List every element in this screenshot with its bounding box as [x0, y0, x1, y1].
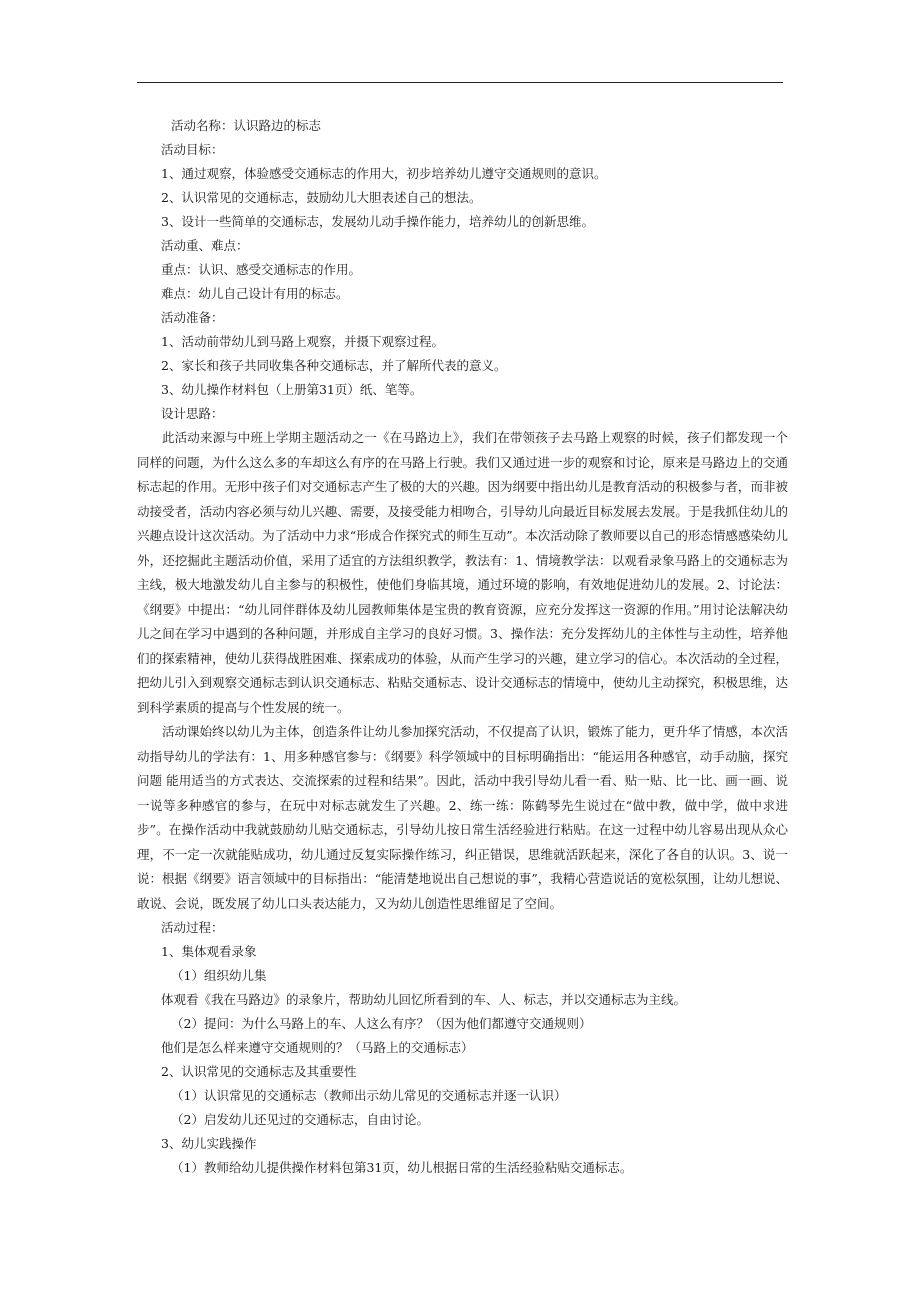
key-points-heading: 活动重、难点：	[161, 238, 249, 253]
prep-item: 1、活动前带幼儿到马路上观察，并摄下观察过程。	[161, 334, 444, 349]
document-body	[137, 114, 788, 1180]
process-step: 2、认识常见的交通标志及其重要性	[161, 1064, 357, 1079]
process-step: 体观看《我在马路边》的录象片，帮助幼儿回忆所看到的车、人、标志，并以交通标志为主线。	[161, 992, 687, 1007]
process-step: 他们是怎么样来遵守交通规则的？（马路上的交通标志）	[161, 1040, 474, 1055]
goals-heading: 活动目标：	[161, 142, 224, 157]
process-heading: 活动过程：	[161, 920, 224, 935]
design-heading: 设计思路：	[161, 406, 224, 421]
prep-item: 3、幼儿操作材料包（上册第31页）纸、笔等。	[161, 382, 423, 397]
design-paragraph: 活动课始终以幼儿为主体，创造条件让幼儿参加探究活动，不仅提高了认识，锻炼了能力，更升华了情感，本次活动指导幼儿的学法有：1、用多种感官参与：《纲要》科学领域中的目标明确指出：“能运用各种感官，动手动脑，探究问题 能用适当的方式表达、交流探索的过程和结果”。因此，活动中我引导幼儿看一看、贴一贴、比一比、画一画、说一说等多种感官的参与，在玩中对标志就发生了兴趣。2、练一练：陈鹤琴先生说过在“做中教，做中学，做中求进步”。在操作活动中我就鼓励幼儿贴交通标志，引导幼儿按日常生活经验进行粘贴。在这一过程中幼儿容易出现从众心理，不一定一次就能贴成功，幼儿通过反复实际操作练习，纠正错误，思维就活跃起来，深化了各自的认识。3、说一说：根据《纲要》语言领域中的目标指出：“能清楚地说出自己想说的事”，我精心营造说话的宽松氛围，让幼儿想说、敢说、会说，既发展了幼儿口头表达能力，又为幼儿创造性思维留足了空间。	[137, 724, 788, 911]
process-step: （1）组织幼儿集	[171, 968, 267, 983]
process-step: （2）启发幼儿还见过的交通标志，自由讨论。	[171, 1112, 429, 1127]
activity-name: 活动名称：认识路边的标志	[171, 118, 322, 133]
goal-item: 2、认识常见的交通标志，鼓励幼儿大胆表述自己的想法。	[161, 190, 482, 205]
process-step: （1）教师给幼儿提供操作材料包第31页，幼儿根据日常的生活经验粘贴交通标志。	[171, 1160, 633, 1175]
process-step: 1、集体观看录象	[161, 944, 257, 959]
goal-item: 1、通过观察，体验感受交通标志的作用大，初步培养幼儿遵守交通规则的意识。	[161, 166, 607, 181]
goal-item: 3、设计一些简单的交通标志，发展幼儿动手操作能力，培养幼儿的创新思维。	[161, 214, 594, 229]
key-point: 重点：认识、感受交通标志的作用。	[161, 262, 362, 277]
prep-item: 2、家长和孩子共同收集各种交通标志，并了解所代表的意义。	[161, 358, 507, 373]
difficult-point: 难点：幼儿自己设计有用的标志。	[161, 286, 349, 301]
process-step: （2）提问：为什么马路上的车、人这么有序？（因为他们都遵守交通规则）	[171, 1016, 592, 1031]
process-step: 3、幼儿实践操作	[161, 1136, 257, 1151]
header-rule	[137, 82, 783, 83]
design-paragraph: 此活动来源与中班上学期主题活动之一《在马路边上》，我们在带领孩子去马路上观察的时候，孩子们都发现一个同样的问题，为什么这么多的车却这么有序的在马路上行驶。我们又通过进一步的观察和讨论，原来是马路边上的交通标志起的作用。无形中孩子们对交通标志产生了极的大的兴趣。因为纲要中指出幼儿是教育活动的积极参与者，而非被动接受者，活动内容必须与幼儿兴趣、需要，及接受能力相吻合，引导幼儿向最近目标发展去发展。于是我抓住幼儿的兴趣点设计这次活动。为了活动中力求“形成合作探究式的师生互动”。本次活动除了教师要以自己的形态情感感染幼儿外，还挖掘此主题活动价值，采用了适宜的方法组织教学，教法有：1、情境教学法：以观看录象马路上的交通标志为主线，极大地激发幼儿自主参与的积极性，使他们身临其境，通过环境的影响，有效地促进幼儿的发展。2、讨论法：《纲要》中提出：“幼儿同伴群体及幼儿园教师集体是宝贵的教育资源，应充分发挥这一资源的作用。”用讨论法解决幼儿之间在学习中遇到的各种问题，并形成自主学习的良好习惯。3、操作法：充分发挥幼儿的主体性与主动性，培养他们的探索精神，使幼儿获得战胜困难、探索成功的体验，从而产生学习的兴趣，建立学习的信心。本次活动的全过程，把幼儿引入到观察交通标志到认识交通标志、粘贴交通标志、设计交通标志的情境中，使幼儿主动探究，积极思维，达到科学素质的提高与个性发展的统一。	[137, 430, 788, 715]
prep-heading: 活动准备：	[161, 310, 224, 325]
process-step: （1）认识常见的交通标志（教师出示幼儿常见的交通标志并逐一认识）	[171, 1088, 567, 1103]
